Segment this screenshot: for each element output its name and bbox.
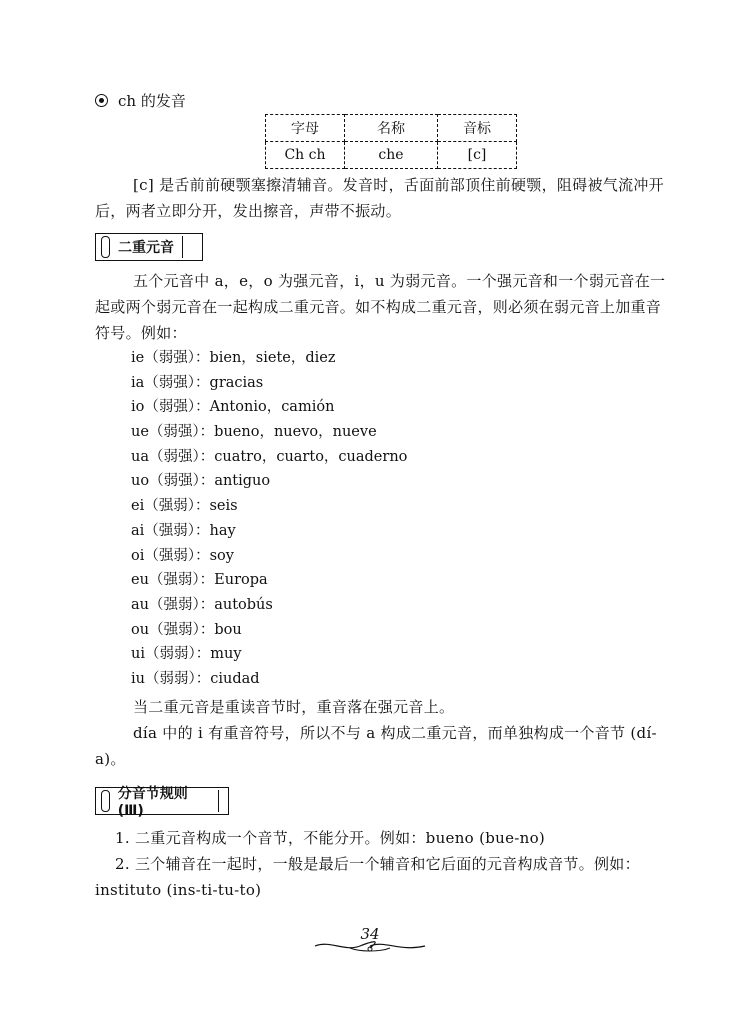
list-item: ei（强弱）：seis bbox=[131, 498, 238, 515]
list-item: uo（弱强）：antiguo bbox=[131, 473, 271, 490]
list-item: ia（弱强）：gracias bbox=[131, 374, 264, 391]
scroll-left-icon bbox=[101, 790, 110, 812]
list-item: ai（强弱）：hay bbox=[131, 522, 236, 539]
list-item: au（强弱）：autobús bbox=[131, 596, 273, 613]
page-number: 34 bbox=[360, 925, 380, 943]
table-cell-phonetic: [c] bbox=[438, 142, 517, 169]
bullseye-bullet-icon bbox=[95, 94, 108, 107]
paragraph-dia-example: día 中的 i 有重音符号，所以不与 a 构成二重元音，而单独构成一个音节 (dí-a)。 bbox=[95, 724, 657, 768]
table-cell-letter: Ch ch bbox=[266, 142, 345, 169]
table-header-letter: 字母 bbox=[266, 115, 345, 142]
page-ornament-icon bbox=[310, 938, 430, 954]
list-item: oi（强弱）：soy bbox=[131, 547, 234, 564]
paragraph-ch-description: [c] 是舌前前硬颚塞擦清辅音。发音时，舌面前部顶住前硬颚，阻碍被气流冲开后，两者立即分开，发出擦音，声带不振动。 bbox=[95, 176, 664, 220]
list-item: io（弱强）：Antonio，camión bbox=[131, 399, 335, 416]
list-item: ua（弱强）：cuatro，cuarto，cuaderno bbox=[131, 448, 408, 465]
diphthong-list bbox=[131, 346, 407, 692]
letter-table-header-row bbox=[266, 115, 517, 142]
letter-table-row bbox=[266, 142, 517, 169]
list-item: eu（强弱）：Europa bbox=[131, 572, 268, 589]
table-header-name: 名称 bbox=[345, 115, 438, 142]
section-heading-syllable-rules bbox=[95, 786, 229, 819]
table-cell-name: che bbox=[345, 142, 438, 169]
bullet-heading bbox=[95, 90, 186, 111]
bullet-heading-text: ch 的发音 bbox=[118, 92, 186, 110]
section-heading-text: 分音节规则(Ⅲ) bbox=[117, 786, 188, 819]
list-item: ui（弱弱）：muy bbox=[131, 646, 242, 663]
paragraph-rule-2: 2. 三个辅音在一起时，一般是最后一个辅音和它后面的元音构成音节。例如：instituto (ins-ti-tu-to) bbox=[95, 855, 640, 899]
scroll-right-icon bbox=[218, 790, 224, 812]
paragraph-stress-rule: 当二重元音是重读音节时，重音落在强元音上。 bbox=[133, 698, 455, 716]
letter-table bbox=[265, 114, 517, 169]
paragraph-rule-1: 1. 二重元音构成一个音节，不能分开。例如：bueno (bue-no) bbox=[115, 829, 546, 847]
list-item: ue（弱强）：bueno，nuevo，nueve bbox=[131, 424, 377, 441]
table-header-phonetic: 音标 bbox=[438, 115, 517, 142]
scroll-left-icon bbox=[101, 236, 110, 258]
list-item: ie（弱强）：bien，siete，diez bbox=[131, 350, 336, 366]
list-item: ou（强弱）：bou bbox=[131, 621, 242, 638]
scroll-right-icon bbox=[182, 236, 188, 258]
section-heading-diphthongs bbox=[95, 233, 203, 261]
paragraph-diphthong-intro: 五个元音中 a，e，o 为强元音，i，u 为弱元音。一个强元音和一个弱元音在一起或两个弱元音在一起构成二重元音。如不构成二重元音，则必须在弱元音上加重音符号。例如： bbox=[95, 272, 666, 342]
section-heading-text: 二重元音 bbox=[118, 240, 174, 256]
list-item: iu（弱弱）：ciudad bbox=[131, 670, 260, 687]
